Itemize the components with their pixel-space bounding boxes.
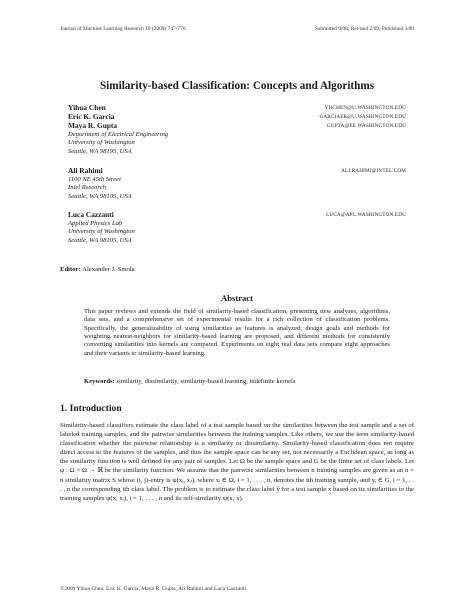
copyright-footer: ©2009 Yihua Chen, Eric K. Garcia, Maya R. Gupta, Ali Rahimi and Luca Cazzanti.: [60, 586, 248, 592]
author-email: ALI.RAHIMI@INTEL.COM: [341, 168, 406, 174]
affiliation-line: University of Washington: [68, 228, 135, 236]
editor-label: Editor:: [60, 266, 81, 273]
affiliation-line: Applied Physics Lab: [68, 220, 123, 227]
affiliation-line: Seattle, WA 98195, USA: [68, 147, 132, 155]
author-name: Ali Rahimi: [68, 166, 103, 175]
affiliation-line: 1100 NE 45th Street: [68, 176, 121, 183]
keywords-text: similarity, dissimilarity, similarity-based learning, indefinite kernels: [116, 378, 296, 385]
author-affiliation: [68, 131, 168, 156]
editor-name: Alexander J. Smola: [82, 266, 135, 273]
affiliation-line: Intel Research: [68, 184, 107, 192]
author-name: Maya R. Gupta: [68, 121, 118, 130]
editor-line: [60, 266, 135, 273]
submission-dates: Submitted 9/08; Revised 2/09; Published 3/09: [314, 26, 414, 32]
affiliation-line: Seattle, WA 98105, USA: [68, 236, 132, 244]
section-paragraph: Similarity-based classifiers estimate the class label of a test sample based on the similarities between the test sample and a set of labeled training samples, and the pairwise similarities between the training samples. Like others, we use the term similarity-based classification whether the pairwise relationship is a similarity or dissimilarity. Similarity-based classification does not require direct access to the features of the samples, and thus the sample space can be any set, not necessarily a Euclidean space, as long as the similarity function is well defined for any pair of samples. Let Ω be the sample space and G be the finite set of class labels. Let ψ : Ω × Ω → ℝ be the similarity function. We assume that the pairwise similarities between n training samples are given as an n × n similarity matrix S whose (i, j)-entry is ψ(xᵢ, xⱼ), where xᵢ ∈ Ω, i = 1, . . . , n, denotes the ith training sample, and yᵢ ∈ G, i = 1, . . . , n the corresponding ith class label. The problem is to estimate the class label ŷ for a test sample x based on its similarities to the training samples ψ(x, xᵢ), i = 1, . . . , n and its self-similarity ψ(x, x).: [60, 422, 414, 502]
author-affiliation: [68, 176, 132, 201]
affiliation-line: Department of Electrical Engineering: [68, 131, 169, 138]
author-email: GUPTA@EE.WASHINGTON.EDU: [326, 123, 406, 129]
keywords-line: [84, 378, 390, 385]
author-name: Luca Cazzanti: [68, 210, 114, 219]
affiliation-line: Seattle, WA 98105, USA: [68, 192, 132, 200]
affiliation-line: University of Washington: [68, 139, 135, 147]
journal-header: Journal of Machine Learning Research 10 (2009) 747-776: [60, 26, 186, 32]
author-email: YHCHEN@U.WASHINGTON.EDU: [324, 105, 406, 111]
keywords-label: Keywords:: [84, 378, 115, 385]
abstract-text: This paper reviews and extends the field of similarity-based classification, presenting new analyses, algorithms, data sets, and a comprehensive set of experimental results for a rich collection of classification problems. Specifically, the generalizability of using similarities as features is analyzed, design goals and methods for weighting nearest-neighbors for similarity-based learning are proposed, and different methods for consistently converting similarities into kernels are compared. Experiments on eight real data sets compare eight approaches and their variants to similarity-based learning.: [84, 308, 390, 357]
author-email: LUCA@APL.WASHINGTON.EDU: [326, 212, 406, 218]
abstract-heading: Abstract: [221, 293, 253, 303]
author-affiliation: [68, 220, 135, 245]
author-name: Yihua Chen: [68, 103, 106, 112]
author-name: Eric K. Garcia: [68, 112, 115, 121]
paper-title: Similarity-based Classification: Concepts and Algorithms: [99, 80, 375, 92]
author-email: GARCIAER@U.WASHINGTON.EDU: [319, 114, 406, 120]
section-heading: 1. Introduction: [60, 403, 122, 414]
